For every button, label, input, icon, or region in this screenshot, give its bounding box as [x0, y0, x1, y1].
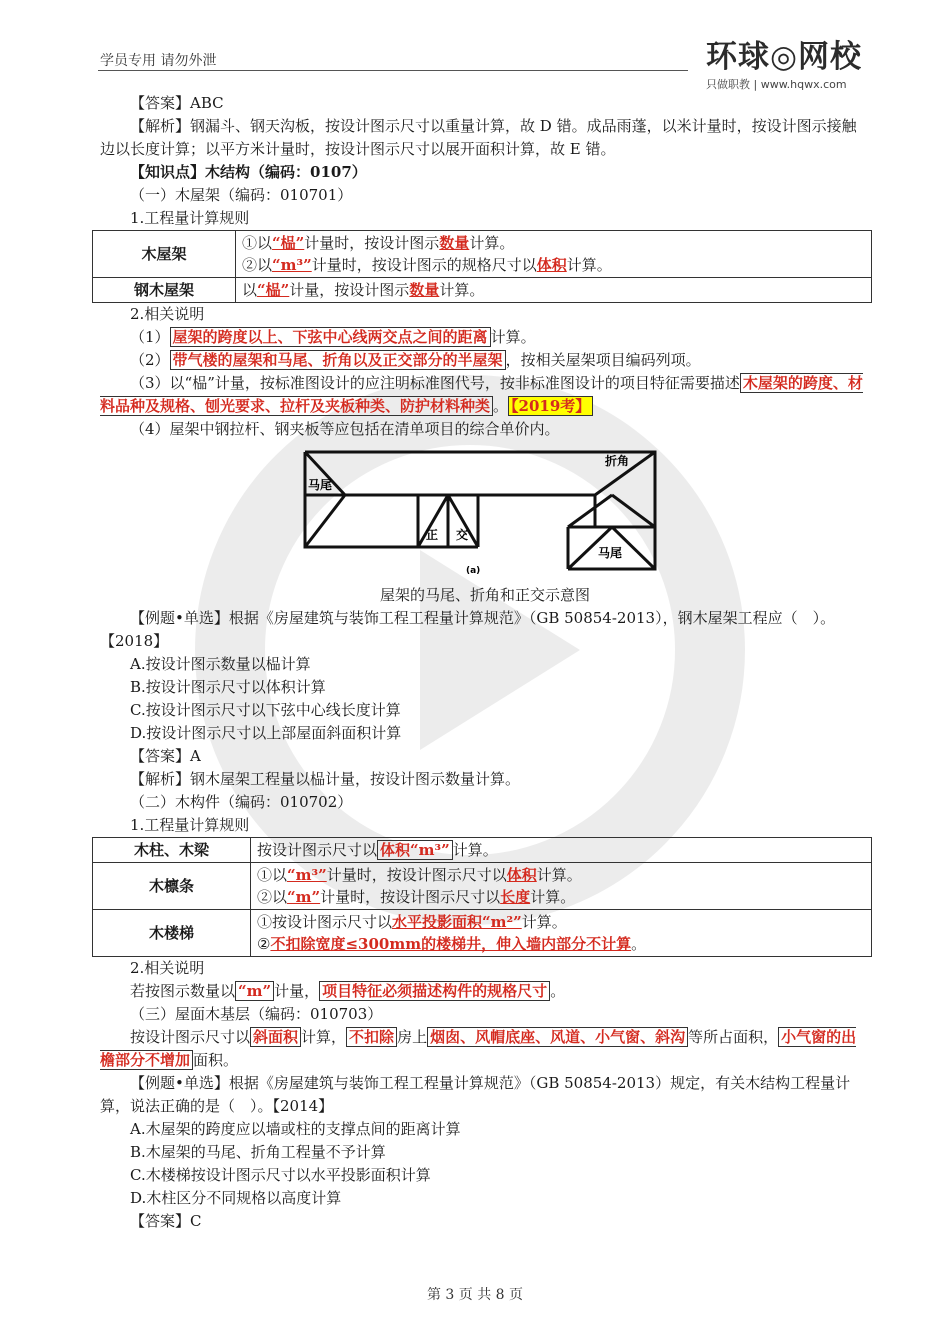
question-1-option-d: D.按设计图示尺寸以上部屋面斜面积计算: [130, 724, 402, 742]
question-1-option-a: A.按设计图示数量以榀计算: [130, 655, 311, 673]
question-2-stem: 【例题•单选】根据《房屋建筑与装饰工程工程量计算规范》（GB 50854-2013）规定，有关木结构工程量计算，说法正确的是（ ）。【2014】: [100, 1074, 851, 1115]
page-number: 第 3 页 共 8 页: [426, 1287, 524, 1303]
exam-tag: 【2019考】: [508, 396, 593, 416]
question-2-option-d: D.木柱区分不同规格以高度计算: [130, 1189, 342, 1207]
question-1-answer: 【答案】A: [130, 747, 201, 765]
table-row: [93, 863, 872, 910]
row-content: 按设计图示尺寸以 体积“m³” 计算。: [251, 838, 872, 863]
note-1: （1） 屋架的跨度以上、下弦中心线两交点之间的距离 计算。: [130, 328, 536, 346]
main-content: [100, 92, 870, 1233]
note-3: （3）以“榀”计量，按标准图设计的应注明标准图代号，按非标准图设计的项目特征需要描述 木屋架的跨度、材料品种及规格、刨光要求、拉杆及夹板种类、防护材料种类 。 【2019考】: [100, 374, 863, 415]
notes-1-title: 2.相关说明: [130, 305, 205, 323]
note-4: （4）屋架中钢拉杆、钢夹板等应包括在清单项目的综合单价内。: [130, 420, 560, 438]
row-label: 木楼梯: [93, 910, 251, 957]
question-1-analysis: 【解析】钢木屋架工程量以榀计量，按设计图示数量计算。: [130, 770, 521, 788]
header-notice: 学员专用 请勿外泄: [100, 53, 217, 69]
label-sub: (a): [466, 566, 481, 576]
analysis-1: 【解析】钢漏斗、钢天沟板，按设计图示尺寸以重量计算，故 D 错。成品雨蓬，以米计量时，按设计图示接触边以长度计算；以平方米计量时，按设计图示尺寸以展开面积计算，故 E 错。: [100, 117, 857, 158]
note-2: （2） 带气楼的屋架和马尾、折角以及正交部分的半屋架 ，按相关屋架项目编码列项。: [130, 351, 701, 369]
label-zhejiao: 折角: [605, 454, 630, 468]
knowledge-point: [100, 161, 870, 184]
roof-plan-diagram: [300, 447, 660, 577]
table-row: [93, 910, 872, 957]
section-3-title: （三）屋面木基层（编码：010703）: [130, 1005, 383, 1023]
question-1-stem: 【例题•单选】根据《房屋建筑与装饰工程工程量计算规范》（GB 50854-2013），钢木屋架工程应（ ）。【2018】: [100, 609, 836, 650]
row-label: 木屋架: [93, 231, 236, 278]
kp-title: 木结构（编码：0107）: [205, 163, 367, 181]
answer-1: 【答案】ABC: [130, 94, 224, 112]
question-1-option-c: C.按设计图示尺寸以下弦中心线长度计算: [130, 701, 401, 719]
row-content: ①以“榀”计量时，按设计图示数量计算。 ②以“m³”计量时，按设计图示的规格尺寸以体积计算。: [236, 231, 872, 278]
roof-truss-figure: [300, 447, 660, 582]
section-2-title: （二）木构件（编码：010702）: [130, 793, 353, 811]
label-mawei-left: 马尾: [308, 478, 333, 492]
logo-subtitle: 只做职教 | www.hqwx.com: [706, 78, 847, 91]
row-content: ①按设计图示尺寸以水平投影面积“m²”计算。 ②不扣除宽度≤300mm的楼梯井，伸入墙内部分不计算。: [251, 910, 872, 957]
section-1-rule-title: 1.工程量计算规则: [130, 209, 250, 227]
section-3-text: 按设计图示尺寸以 斜面积 计算， 不扣除 房上 烟囱、风帽底座、风道、小气窗、斜沟 等所占面积， 小气窗的出檐部分不增加 面积。: [100, 1028, 857, 1069]
question-1-option-b: B.按设计图示尺寸以体积计算: [130, 678, 326, 696]
table-row: [93, 278, 872, 303]
section-2-rule-title: 1.工程量计算规则: [130, 816, 250, 834]
question-2-option-a: A.木屋架的跨度应以墙或柱的支撑点间的距离计算: [130, 1120, 461, 1138]
rules-table-2: [92, 837, 872, 957]
logo-title: 环球◎网校: [706, 39, 863, 75]
notes-2-title: 2.相关说明: [130, 959, 205, 977]
section-1-title: （一）木屋架（编码：010701）: [130, 186, 353, 204]
figure-caption: 屋架的马尾、折角和正交示意图: [379, 586, 590, 604]
question-2-answer: 【答案】C: [130, 1212, 202, 1230]
notes-2-text: 若按图示数量以 “m” 计量， 项目特征必须描述构件的规格尺寸 。: [130, 982, 566, 1000]
table-row: [93, 838, 872, 863]
row-label: 钢木屋架: [93, 278, 236, 303]
kp-label: 【知识点】: [130, 163, 206, 181]
question-2-option-b: B.木屋架的马尾、折角工程量不予计算: [130, 1143, 386, 1161]
label-jiao: 交: [456, 528, 469, 542]
question-2-option-c: C.木楼梯按设计图示尺寸以水平投影面积计算: [130, 1166, 431, 1184]
row-label: 木檩条: [93, 863, 251, 910]
label-zheng: 正: [426, 528, 439, 542]
label-mawei-right: 马尾: [598, 546, 623, 560]
row-content: ①以“m³”计量时，按设计图示尺寸以体积计算。 ②以“m”计量时，按设计图示尺寸以长度计算。: [251, 863, 872, 910]
header-divider: [98, 70, 688, 71]
brand-logo: [706, 40, 876, 95]
table-row: [93, 231, 872, 278]
row-label: 木柱、木梁: [93, 838, 251, 863]
rules-table-1: [92, 230, 872, 303]
row-content: 以“榀”计量，按设计图示数量计算。: [236, 278, 872, 303]
